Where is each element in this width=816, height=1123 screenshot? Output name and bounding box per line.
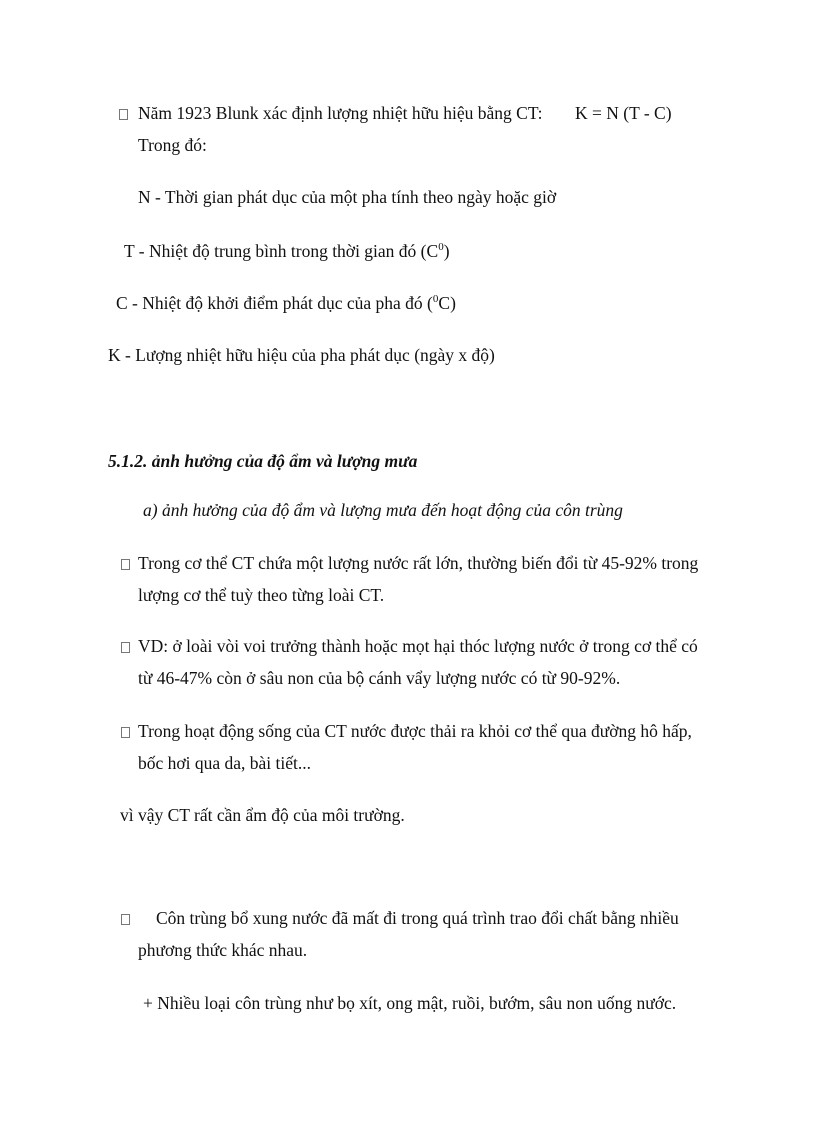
definition-n: N - Thời gian phát dục của một pha tính theo ngày hoặc giờ bbox=[138, 187, 557, 207]
paragraph-6: + Nhiều loại côn trùng như bọ xít, ong mật, ruồi, bướm, sâu non uống nước. bbox=[143, 993, 677, 1013]
bullet-icon bbox=[121, 727, 130, 738]
paragraph-4: vì vậy CT rất cần ẩm độ của môi trường. bbox=[120, 805, 405, 825]
definition-c-close: C) bbox=[438, 293, 456, 313]
paragraph-2-line-1: VD: ở loài vòi voi trưởng thành hoặc mọt hại thóc lượng nước ở trong cơ thể có bbox=[138, 636, 698, 656]
paragraph-2-line-2: từ 46-47% còn ở sâu non của bộ cánh vẩy lượng nước có từ 90-92%. bbox=[138, 668, 621, 688]
definition-c bbox=[116, 292, 456, 314]
formula: K = N (T - C) bbox=[575, 103, 672, 123]
bullet-icon bbox=[121, 642, 130, 653]
definition-c-superscript: 0 bbox=[432, 293, 439, 306]
definition-t-text: T - Nhiệt độ trung bình trong thời gian đó (C bbox=[124, 241, 439, 261]
definition-t-superscript: 0 bbox=[438, 241, 444, 254]
paragraph-1-line-2: lượng cơ thể tuỳ theo từng loài CT. bbox=[138, 585, 385, 605]
paragraph-5-line-2: phương thức khác nhau. bbox=[138, 940, 308, 960]
bullet-icon bbox=[121, 914, 130, 925]
paragraph-3-line-1: Trong hoạt động sống của CT nước được thải ra khỏi cơ thể qua đường hô hấp, bbox=[138, 721, 692, 741]
section-heading: 5.1.2. ảnh hưởng của độ ẩm và lượng mưa bbox=[108, 451, 418, 471]
paragraph-1-line-1: Trong cơ thể CT chứa một lượng nước rất lớn, thường biến đổi từ 45-92% trong bbox=[138, 553, 699, 573]
intro-text: Năm 1923 Blunk xác định lượng nhiệt hữu hiệu bằng CT: bbox=[138, 103, 543, 123]
where-label: Trong đó: bbox=[138, 135, 207, 155]
section-subheading: a) ảnh hưởng của độ ẩm và lượng mưa đến hoạt động của côn trùng bbox=[143, 500, 623, 520]
bullet-icon bbox=[121, 559, 130, 570]
paragraph-5-line-1: Côn trùng bổ xung nước đã mất đi trong quá trình trao đổi chất bằng nhiều bbox=[156, 908, 679, 928]
definition-c-text: C - Nhiệt độ khởi điểm phát dục của pha đó ( bbox=[116, 293, 433, 313]
bullet-icon bbox=[119, 109, 128, 120]
definition-t bbox=[124, 240, 450, 262]
definition-k: K - Lượng nhiệt hữu hiệu của pha phát dục (ngày x độ) bbox=[108, 345, 495, 365]
definition-t-close: ) bbox=[443, 241, 450, 261]
paragraph-3-line-2: bốc hơi qua da, bài tiết... bbox=[138, 753, 312, 773]
